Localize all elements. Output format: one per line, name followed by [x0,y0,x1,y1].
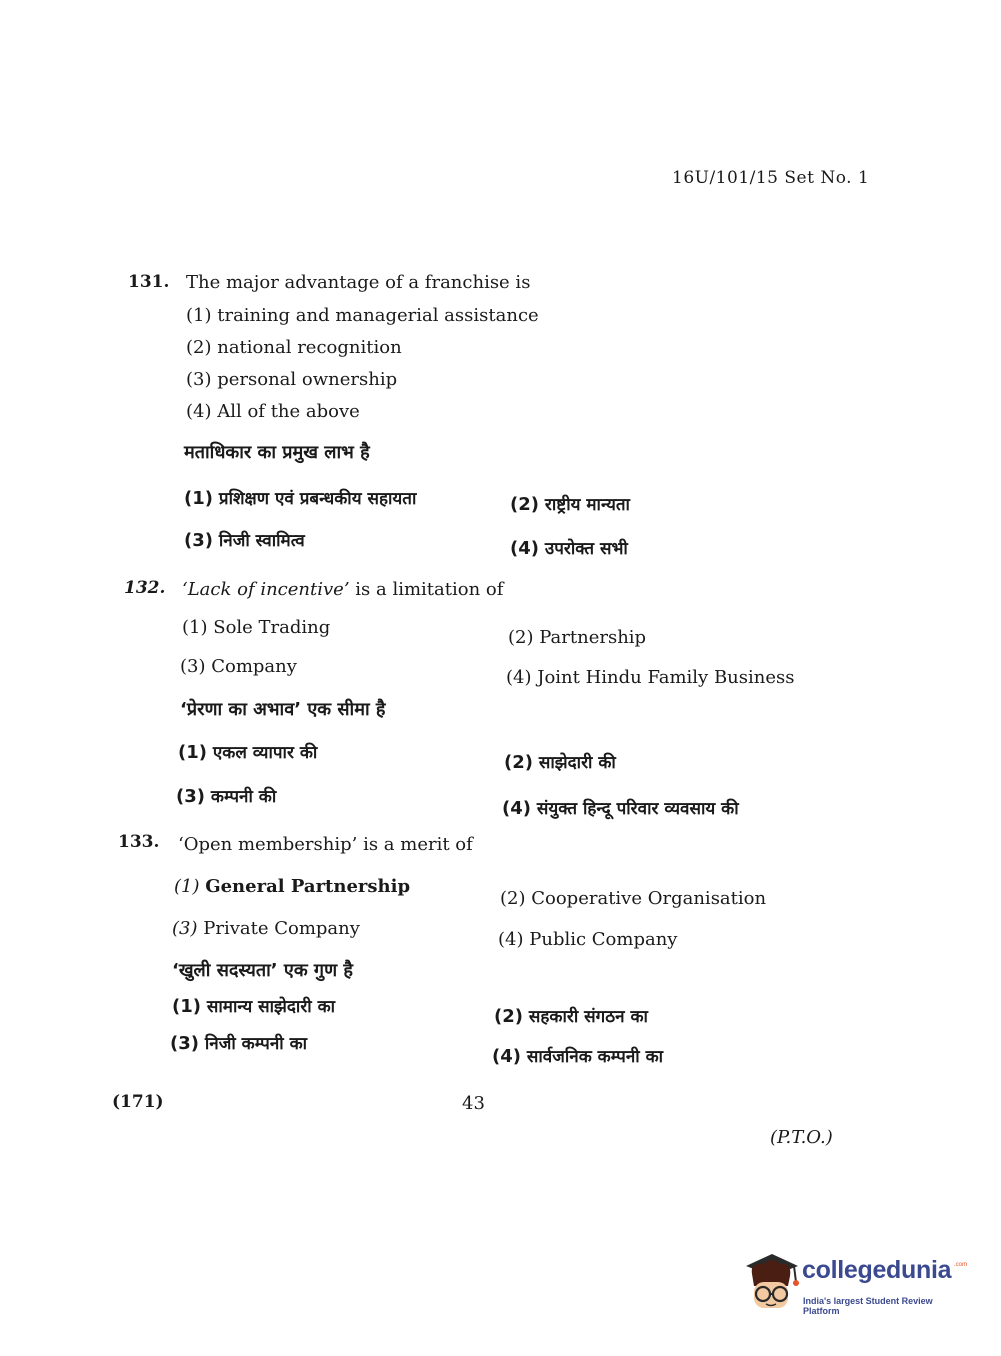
option-text: Sole Trading [213,617,331,638]
option-text: Private Company [203,918,360,939]
option-number: (4) [510,538,539,559]
booklet-code: (171) [112,1092,164,1112]
option-number: (4) [506,667,532,688]
option-text: Company [211,656,297,677]
option-label [174,876,410,897]
option-text: निजी स्वामित्व [218,531,305,551]
option-number: (2) [510,494,539,515]
question-quote: ‘Lack of incentive’ [182,579,350,600]
option-number: (4) [492,1046,521,1067]
option-label [506,667,794,688]
option-text: कम्पनी की [210,787,277,807]
option-label [182,617,330,638]
option-label [172,918,360,939]
option-text: Cooperative Organisation [531,888,767,909]
collegedunia-watermark [742,1252,967,1316]
option-label [498,929,677,950]
brand-name: collegedunia [802,1256,952,1284]
hindi-option [494,1004,648,1027]
question-rest: is a limitation of [349,579,504,600]
option-number: (3) [184,530,213,551]
question-text-hindi: ‘खुली सदस्यता’ एक गुण है [172,960,353,981]
option-number: (4) [186,401,212,422]
option-text: सहकारी संगठन का [528,1007,648,1027]
option-number: (1) [186,305,212,326]
option-number: (4) [498,929,524,950]
option-label [186,337,402,358]
option-text: personal ownership [217,369,398,390]
option-text: General Partnership [205,876,411,897]
hindi-option [510,536,628,559]
option-number: (2) [494,1006,523,1027]
option-number: (1) [172,996,201,1017]
hindi-option [176,784,276,807]
option-label [186,305,539,326]
question-text: The major advantage of a franchise is [186,272,531,293]
brand-tagline: India's largest Student Review Platform [803,1296,933,1316]
option-text: Partnership [539,627,647,648]
hindi-option [504,750,616,773]
option-number: (3) [170,1033,199,1054]
option-text: राष्ट्रीय मान्यता [544,495,630,515]
option-text: संयुक्त हिन्दू परिवार व्यवसाय की [536,799,739,819]
option-number: (1) [182,617,208,638]
hindi-option [510,492,630,515]
hindi-option [492,1044,663,1067]
question-number: 132. [124,578,166,598]
hindi-option [178,740,317,763]
hindi-option [170,1031,307,1054]
question-text-hindi: ‘प्रेरणा का अभाव’ एक सीमा है [180,699,386,720]
option-label [180,656,297,677]
question-number: 133. [118,832,160,852]
option-text: training and managerial assistance [217,305,539,326]
option-label [508,627,646,648]
option-label [186,369,397,390]
pto-note: (P.T.O.) [770,1127,833,1148]
question-text [182,579,503,600]
option-number: (1) [184,488,213,509]
option-number: (2) [500,888,526,909]
option-number: (3) [176,786,205,807]
option-text: Public Company [529,929,678,950]
option-text: All of the above [217,401,360,422]
option-text: सार्वजनिक कम्पनी का [526,1047,664,1067]
option-number: (4) [502,798,531,819]
option-number: (2) [508,627,534,648]
option-text: national recognition [217,337,402,358]
option-label [186,401,360,422]
question-text-hindi: मताधिकार का प्रमुख लाभ है [184,442,370,463]
option-text: साझेदारी की [538,753,616,773]
hindi-option [172,994,335,1017]
brand-suffix: .com [954,1262,968,1268]
option-text: सामान्य साझेदारी का [206,997,336,1017]
option-label [500,888,766,909]
option-number: (2) [186,337,212,358]
option-number: (1) [174,876,200,897]
option-text: उपरोक्त सभी [544,539,628,559]
option-number: (3) [172,918,198,939]
option-number: (3) [186,369,212,390]
page-number: 43 [462,1093,485,1114]
option-number: (2) [504,752,533,773]
hindi-option [502,796,739,819]
hindi-option [184,528,305,551]
question-number: 131. [128,272,170,292]
option-text: Joint Hindu Family Business [537,667,795,688]
option-number: (1) [178,742,207,763]
option-text: प्रशिक्षण एवं प्रबन्धकीय सहायता [218,489,417,509]
hindi-option [184,486,416,509]
option-text: एकल व्यापार की [212,743,318,763]
mascot-icon [742,1252,802,1316]
option-text: निजी कम्पनी का [204,1034,308,1054]
option-number: (3) [180,656,206,677]
question-text: ‘Open membership’ is a merit of [178,834,473,855]
paper-code: 16U/101/15 Set No. 1 [672,168,870,188]
